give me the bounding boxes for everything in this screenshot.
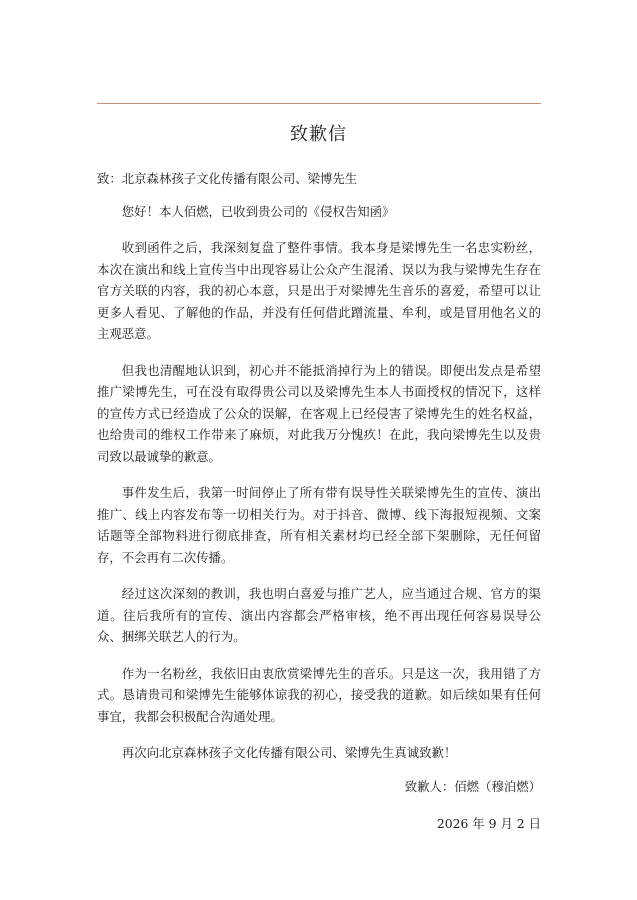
letter-body [97,168,541,835]
body-paragraph-4: 经过这次深刻的教训，我也明白喜爱与推广艺人，应当通过合规、官方的渠道。往后我所有的宣传、演出内容都会严格审核，绝不再出现任何容易误导公众、捆绑关联艺人的行为。 [97,586,541,644]
date-line: 2026 年 9 月 2 日 [436,816,541,831]
addressee-line: 致：北京森林孩子文化传播有限公司、梁博先生 [97,171,358,186]
letter-title: 致歉信 [290,124,347,145]
signature-line: 致歉人：佰燃（穆泊燃） [404,778,541,794]
top-divider [97,103,541,104]
body-paragraph-3: 事件发生后，我第一时间停止了所有带有误导性关联梁博先生的宣传、演出推广、线上内容发布等一切相关行为。对于抖音、微博、线下海报短视频、文案话题等全部物料进行彻底排查，所有相关素材均已经全部下架删除，无任何留存，不会再有二次传播。 [97,485,541,565]
body-paragraph-2: 但我也清醒地认识到，初心并不能抵消掉行为上的错误。即便出发点是希望推广梁博先生，可在没有取得贵公司以及梁博先生本人书面授权的情况下，这样的宣传方式已经造成了公众的误解，在客观上已经侵害了梁博先生的姓名权益，也给贵司的维权工作带来了麻烦，对此我万分愧疚！在此，我向梁博先生以及贵司致以最诚挚的歉意。 [97,362,541,464]
body-paragraph-5: 作为一名粉丝，我依旧由衷欣赏梁博先生的音乐。只是这一次，我用错了方式。恳请贵司和梁博先生能够体谅我的初心，接受我的道歉。如后续如果有任何事宜，我都会积极配合沟通处理。 [97,665,541,724]
greeting-paragraph: 您好！本人佰燃，已收到贵公司的《侵权告知函》 [121,203,395,219]
closing-paragraph: 再次向北京森林孩子文化传播有限公司、梁博先生真诚致歉！ [121,745,457,760]
body-paragraph-1: 收到函件之后，我深刻复盘了整件事情。我本身是梁博先生一名忠实粉丝，本次在演出和线上宣传当中出现容易让公众产生混淆、误以为我与梁博先生存在官方关联的内容，我的初心本意，只是出于对梁博先生音乐的喜爱，希望可以让更多人看见、了解他的作品，并没有任何借此蹭流量、牟利，或是冒用他名义的主观恶意。 [97,240,541,341]
